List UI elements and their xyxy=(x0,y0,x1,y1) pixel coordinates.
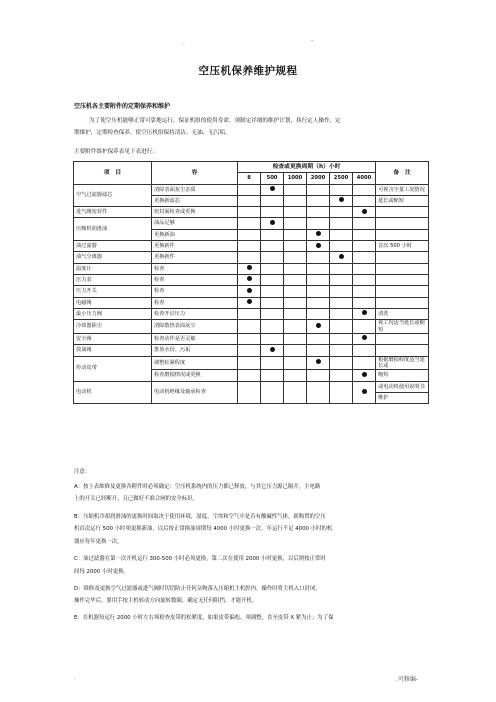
cell-content: 检查 xyxy=(152,263,238,274)
cell-period xyxy=(261,308,284,319)
cell-remark: 可视含尘量工况情况 xyxy=(376,184,429,195)
cell-item: 油过滤器 xyxy=(74,241,152,252)
cell-period xyxy=(307,218,330,229)
cell-item: 电磁阀 xyxy=(74,297,152,308)
period-8: 8 xyxy=(238,173,261,184)
cell-item: 温度计 xyxy=(74,263,152,274)
cell-period xyxy=(330,345,353,356)
check-dot-icon xyxy=(339,254,344,259)
cell-item: 最小压力阀 xyxy=(74,308,152,319)
check-dot-icon xyxy=(316,323,321,328)
header-mark-right: - xyxy=(311,37,314,44)
cell-period xyxy=(353,229,376,240)
cell-item: 电动机 xyxy=(74,381,152,404)
cell-period xyxy=(261,207,284,218)
intro-line-2: 期维护，定期检查保养，使空压机组保持清洁、无油、无污垢。 xyxy=(74,130,231,136)
cell-period xyxy=(353,370,376,381)
cell-period xyxy=(238,320,261,334)
cell-content: 电动机绝缘及轴承检查 xyxy=(152,381,238,404)
cell-period xyxy=(261,241,284,252)
cell-remark: 根据磨损程度适当延长或 xyxy=(376,356,429,370)
cell-period xyxy=(307,229,330,240)
cell-remark xyxy=(376,274,429,285)
cell-period xyxy=(330,252,353,263)
cell-period xyxy=(284,286,307,297)
note-line: E：在机器每运行 2000 小时左右须检查皮带的松紧度，如果皮带偏松，须调整，直至皮带 X 紧为止；为了保 xyxy=(74,615,334,621)
cell-period xyxy=(284,241,307,252)
cell-remark: 或电动机使用说明书 xyxy=(376,381,429,392)
cell-content: 更换新件 xyxy=(152,252,238,263)
cell-remark xyxy=(376,345,429,356)
cell-period xyxy=(307,320,330,334)
cell-period xyxy=(238,370,261,381)
note-line: C：油过滤器在第一次开机运行 300-500 小时必须更换，第二次在使用 2000 小时更换，以后则按正常时 xyxy=(74,556,326,562)
period-1000: 1000 xyxy=(284,173,307,184)
page-title: 空压机保养维护规程 xyxy=(198,65,298,77)
cell-period xyxy=(238,274,261,285)
cell-period xyxy=(353,195,376,206)
cell-period xyxy=(284,370,307,381)
cell-period xyxy=(261,297,284,308)
cell-period xyxy=(284,308,307,319)
cell-item: 安全阀 xyxy=(74,333,152,344)
intro-line-3: 主要附件维护保养表见下表进行： xyxy=(74,149,158,155)
cell-remark: 视工况适当延长或缩短 xyxy=(376,320,429,334)
table-header-row xyxy=(74,162,429,173)
note-line: A：按上表维修及更换各附件时必须确定：空压机系统内的压力都已释放，与其它压力源已隔开，主电路 xyxy=(74,484,321,490)
check-dot-icon xyxy=(362,372,367,377)
cell-period xyxy=(284,320,307,334)
table-row xyxy=(74,218,429,229)
cell-period xyxy=(284,184,307,195)
check-dot-icon xyxy=(362,335,367,340)
table-row xyxy=(74,308,429,319)
cell-period xyxy=(330,184,353,195)
note-line: B：压缩机冷却润滑油的更换时间取决于使用环境，湿度，尘埃和空气中是否有酸碱性气体。新购置的空压 xyxy=(74,514,326,520)
cell-period xyxy=(284,263,307,274)
cell-item: 传动皮带 xyxy=(74,356,152,381)
cell-period xyxy=(307,286,330,297)
header-remark: 备 注 xyxy=(376,162,429,185)
cell-period xyxy=(307,381,330,404)
note-line: 上的开关已经断开，且已做好不准合闸的安全标识。 xyxy=(74,496,198,502)
cell-remark: 首次 500 小时 xyxy=(376,241,429,252)
cell-content: 检查 xyxy=(152,286,238,297)
cell-period xyxy=(261,252,284,263)
cell-remark: 清洗 xyxy=(376,308,429,319)
note-line: 机首次运行 500 小时须更换新油，以后按正常换油周期每 4000 小时更换一次，年运行不足 4000 小时的机 xyxy=(74,526,333,532)
cell-period xyxy=(307,297,330,308)
cell-period xyxy=(261,184,284,195)
cell-period xyxy=(284,207,307,218)
cell-remark xyxy=(376,333,429,344)
cell-period xyxy=(284,381,307,404)
cell-period xyxy=(307,308,330,319)
cell-period xyxy=(307,356,330,370)
cell-content: 检查磨损情况或更换 xyxy=(152,370,238,381)
cell-period xyxy=(330,195,353,206)
cell-period xyxy=(330,320,353,334)
cell-remark xyxy=(376,297,429,308)
cell-period xyxy=(261,263,284,274)
cell-period xyxy=(330,308,353,319)
cell-period xyxy=(330,333,353,344)
cell-period xyxy=(238,218,261,229)
period-2000: 2000 xyxy=(307,173,330,184)
header-period: 检查或更换周期（h）小时 xyxy=(238,162,376,173)
cell-period xyxy=(261,286,284,297)
cell-period xyxy=(238,241,261,252)
cell-period xyxy=(307,345,330,356)
cell-period xyxy=(261,229,284,240)
cell-period xyxy=(353,308,376,319)
cell-content: 更换新件 xyxy=(152,241,238,252)
cell-period xyxy=(238,184,261,195)
table-row xyxy=(74,381,429,392)
cell-remark xyxy=(376,218,429,229)
cell-content: 检查 xyxy=(152,297,238,308)
table-row xyxy=(74,241,429,252)
cell-period xyxy=(330,263,353,274)
cell-remark: 延长或缩短 xyxy=(376,195,429,206)
cell-period xyxy=(353,297,376,308)
cell-period xyxy=(307,274,330,285)
cell-period xyxy=(238,263,261,274)
cell-period xyxy=(307,184,330,195)
maintenance-table-body xyxy=(74,162,429,404)
check-dot-icon xyxy=(316,243,321,248)
table-row xyxy=(74,252,429,263)
cell-period xyxy=(284,345,307,356)
check-dot-icon xyxy=(270,347,275,352)
intro-line-1: 为了使空压机能够正常可靠地运行，保证机组的使用寿命，须制定详细的维护计划，执行定人操作，定 xyxy=(89,118,341,124)
cell-period xyxy=(238,195,261,206)
header-content: 容 xyxy=(152,162,238,185)
cell-period xyxy=(353,263,376,274)
cell-period xyxy=(330,286,353,297)
cell-remark xyxy=(376,229,429,240)
cell-period xyxy=(261,345,284,356)
cell-content: 密封面检查或更换 xyxy=(152,207,238,218)
cell-period xyxy=(284,274,307,285)
cell-period xyxy=(238,229,261,240)
cell-period xyxy=(353,381,376,404)
cell-period xyxy=(307,370,330,381)
check-dot-icon xyxy=(247,288,252,293)
check-dot-icon xyxy=(316,359,321,364)
cell-content: 清除散热表面灰尘 xyxy=(152,320,238,334)
cell-period xyxy=(261,320,284,334)
note-line: D：维修及更换空气过滤器或进气阀时切切防止任何杂物落入压缩机主机腔内。操作时将主机入口封闭， xyxy=(74,586,321,592)
period-4000: 4000 xyxy=(353,173,376,184)
cell-period xyxy=(284,229,307,240)
cell-period xyxy=(284,195,307,206)
cell-period xyxy=(353,252,376,263)
check-dot-icon xyxy=(316,231,321,236)
table-row xyxy=(74,345,429,356)
check-dot-icon xyxy=(247,299,252,304)
note-line: 间每 2000 小时更换。 xyxy=(74,569,129,575)
section-title: 空压机各主要附件的定期保养和维护 xyxy=(74,103,171,110)
cell-period xyxy=(330,356,353,370)
cell-period xyxy=(330,218,353,229)
cell-remark xyxy=(376,207,429,218)
check-dot-icon xyxy=(362,209,367,214)
cell-period xyxy=(307,333,330,344)
check-dot-icon xyxy=(247,265,252,270)
cell-period xyxy=(330,381,353,404)
cell-period xyxy=(284,218,307,229)
cell-item: 油气分离器 xyxy=(74,252,152,263)
note-line: 器应每年更换一次。 xyxy=(74,539,123,545)
cell-period xyxy=(353,320,376,334)
cell-content: 检查动作是否灵敏 xyxy=(152,333,238,344)
cell-period xyxy=(353,345,376,356)
cell-period xyxy=(330,274,353,285)
cell-content: 清除表面灰尘杂质 xyxy=(152,184,238,195)
table-row xyxy=(74,333,429,344)
cell-period xyxy=(261,333,284,344)
check-dot-icon xyxy=(247,276,252,281)
cell-content: 排放水份、污垢 xyxy=(152,345,238,356)
cell-period xyxy=(307,241,330,252)
cell-item: 压力表 xyxy=(74,274,152,285)
cell-content: 更换新滤芯 xyxy=(152,195,238,206)
period-2500: 2500 xyxy=(330,173,353,184)
cell-period xyxy=(353,184,376,195)
cell-period xyxy=(307,252,330,263)
cell-period xyxy=(353,241,376,252)
footer-mark-right: .可修编- xyxy=(396,676,419,683)
cell-period xyxy=(238,381,261,404)
table-row xyxy=(74,184,429,195)
cell-remark: 缩短 xyxy=(376,370,429,381)
cell-item: 空气过滤器滤芯 xyxy=(74,184,152,207)
table-row xyxy=(74,286,429,297)
cell-item: 压缩机润滑油 xyxy=(74,218,152,241)
cell-period xyxy=(353,333,376,344)
note-line: 操作完毕后，要用手按主机转动方向旋转数圈，确定无任何阻挡，才能开机。 xyxy=(74,598,258,604)
cell-period xyxy=(261,195,284,206)
cell-period xyxy=(238,356,261,370)
cell-period xyxy=(353,274,376,285)
check-dot-icon xyxy=(362,310,367,315)
check-dot-icon xyxy=(339,197,344,202)
footer-mark-left: . xyxy=(74,674,76,681)
notes-heading: 注意： xyxy=(74,469,91,475)
cell-period xyxy=(353,218,376,229)
cell-content: 检查开启压力 xyxy=(152,308,238,319)
table-row xyxy=(74,207,429,218)
cell-period xyxy=(284,356,307,370)
cell-period xyxy=(238,308,261,319)
cell-period xyxy=(330,297,353,308)
cell-content: 检查 xyxy=(152,274,238,285)
cell-period xyxy=(284,297,307,308)
table-row xyxy=(74,356,429,370)
cell-remark: 维护 xyxy=(376,392,429,403)
cell-item: 冷却器除尘 xyxy=(74,320,152,334)
cell-period xyxy=(330,207,353,218)
cell-period xyxy=(261,274,284,285)
table-row xyxy=(74,297,429,308)
cell-period xyxy=(261,356,284,370)
cell-period xyxy=(238,345,261,356)
cell-period xyxy=(330,370,353,381)
cell-period xyxy=(238,333,261,344)
cell-period xyxy=(261,218,284,229)
cell-content: 油品足够 xyxy=(152,218,238,229)
cell-remark xyxy=(376,252,429,263)
table-row xyxy=(74,263,429,274)
cell-content: 更换新油 xyxy=(152,229,238,240)
cell-period xyxy=(284,333,307,344)
cell-period xyxy=(307,263,330,274)
check-dot-icon xyxy=(270,186,275,191)
cell-item: 压力开关 xyxy=(74,286,152,297)
table-row xyxy=(74,274,429,285)
cell-remark xyxy=(376,263,429,274)
header-mark-left: . xyxy=(183,39,185,46)
maintenance-table xyxy=(73,161,429,404)
cell-period xyxy=(307,195,330,206)
cell-period xyxy=(238,286,261,297)
cell-period xyxy=(261,370,284,381)
cell-item: 进气阀密封件 xyxy=(74,207,152,218)
cell-period xyxy=(353,207,376,218)
cell-item: 放油阀 xyxy=(74,345,152,356)
cell-period xyxy=(284,252,307,263)
check-dot-icon xyxy=(270,220,275,225)
cell-remark xyxy=(376,286,429,297)
check-dot-icon xyxy=(362,389,367,394)
cell-period xyxy=(261,381,284,404)
cell-period xyxy=(307,207,330,218)
cell-period xyxy=(238,297,261,308)
cell-period xyxy=(330,229,353,240)
cell-period xyxy=(238,252,261,263)
period-500: 500 xyxy=(261,173,284,184)
cell-period xyxy=(353,286,376,297)
cell-period xyxy=(238,207,261,218)
cell-content: 调整松紧程度 xyxy=(152,356,238,370)
cell-period xyxy=(353,356,376,370)
header-item: 项 目 xyxy=(74,162,152,185)
cell-period xyxy=(330,241,353,252)
table-row xyxy=(74,320,429,334)
